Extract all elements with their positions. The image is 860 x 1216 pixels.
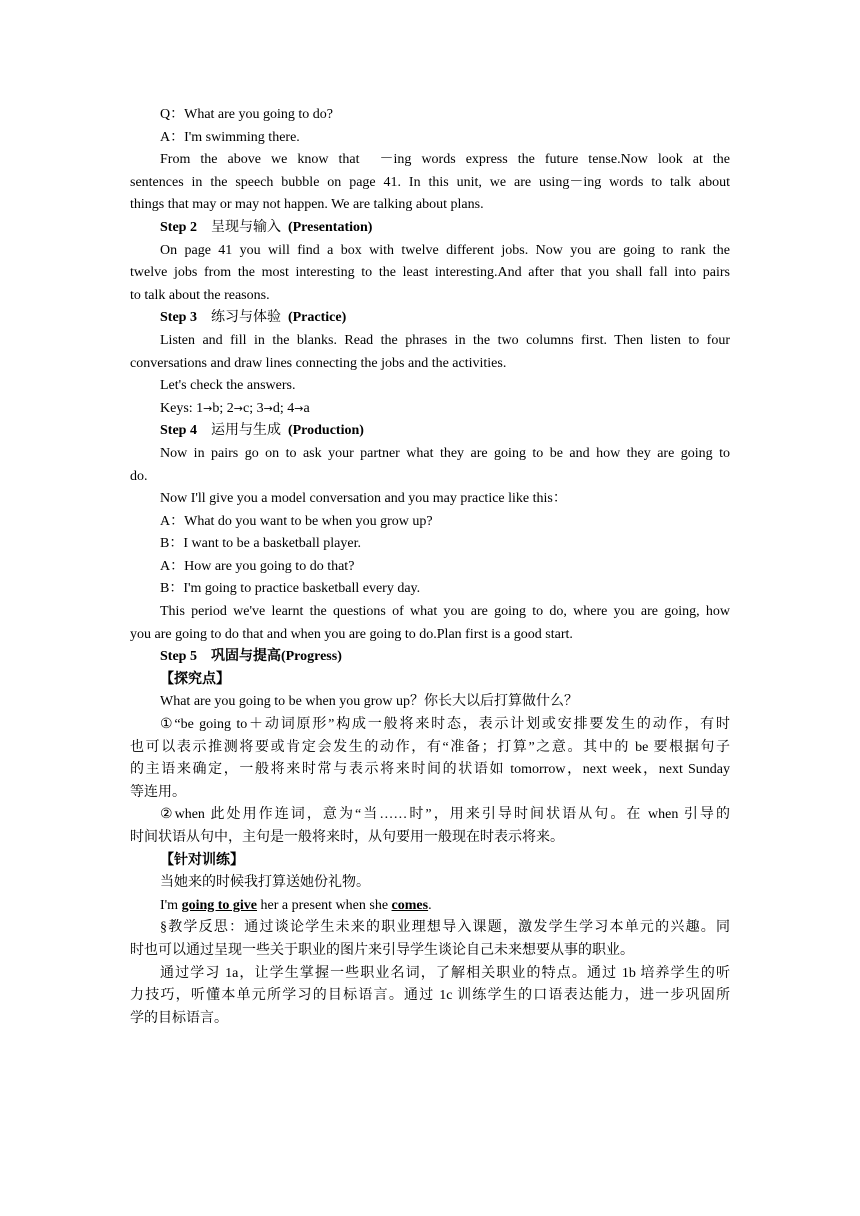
answer-middle: her a present when she	[257, 897, 392, 913]
key-part-1: 1	[196, 400, 204, 416]
step3-line-2: conversations and draw lines connecting the jobs and the activities.	[130, 355, 507, 371]
dialogue-line-4: B：I'm going to practice basketball every day.	[160, 581, 421, 597]
step4-line-3: Now I'll give you a model conversation and you may practice like this：	[160, 491, 567, 507]
step2-line-2: twelve jobs from the most interesting to the least interesting.And after that you shall fall into pairs	[130, 265, 730, 281]
answer-line: A：I'm swimming there.	[160, 129, 300, 145]
answer-blank-1: going to give	[181, 897, 258, 913]
note1-line-1: ①“be going to＋动词原形”构成一般将来时态，表示计划或安排要发生的动作，有时	[160, 717, 730, 733]
summary-line-1: This period we've learnt the questions of what you are going to do, where you are going, how	[160, 604, 730, 620]
dialogue-line-1: A：What do you want to be when you grow up?	[160, 513, 433, 529]
step4-line-1: Now in pairs go on to ask your partner what they are going to be and how they are going to	[160, 445, 730, 461]
key-part-3: c; 3	[243, 400, 264, 416]
arrow-icon: →	[233, 401, 243, 415]
intro-paragraph-line-3: things that may or may not happen. We are talking about plans.	[130, 197, 484, 213]
step4-heading	[130, 420, 730, 443]
explore-question: What are you going to be when you grow up？你长大以后打算做什么？	[160, 694, 578, 710]
question-line: Q：What are you going to do?	[160, 107, 334, 122]
step3-check-line: Let's check the answers.	[160, 378, 296, 394]
step2-heading	[130, 217, 730, 240]
arrow-icon: →	[203, 401, 213, 415]
step5-label: Step 5	[160, 649, 197, 665]
key-part-5: a	[303, 400, 310, 416]
intro-paragraph-line-2: sentences in the speech bubble on page 41. In this unit, we are using－ing words to talk about	[130, 174, 730, 190]
answer-prefix: I'm	[160, 897, 182, 913]
step3-line-1: Listen and fill in the blanks. Read the phrases in the two columns first. Then listen to four	[160, 332, 730, 348]
reflection-line-5: 学的目标语言。	[130, 1010, 228, 1026]
document-page	[130, 104, 730, 1030]
explore-heading: 【探究点】	[160, 671, 230, 687]
reflection-line-3: 通过学习 1a，让学生掌握一些职业名词，了解相关职业的特点。通过 1b 培养学生的听	[160, 965, 730, 981]
intro-paragraph-line-1: From the above we know that －ing words express the future tense.Now look at the	[160, 152, 730, 168]
step4-cn-title: 运用与生成	[210, 423, 281, 439]
step3-en-title: (Practice)	[287, 310, 347, 326]
note1-line-2: 也可以表示推测将要或肯定会发生的动作，有“准备；打算”之意。其中的 be 要根据句子	[130, 739, 730, 755]
reflection-line-4: 力技巧，听懂本单元所学习的目标语言。通过 1c 训练学生的口语表达能力，进一步巩固所	[130, 988, 730, 1004]
step3-heading	[130, 307, 730, 330]
note2-line-1: ②when 此处用作连词，意为“当……时”，用来引导时间状语从句。在 when 引导的	[160, 807, 730, 823]
note2-line-2: 时间状语从句中，主句是一般将来时，从句要用一般现在时表示将来。	[130, 830, 564, 845]
key-part-2: b; 2	[212, 400, 234, 416]
step2-cn-title: 呈现与输入	[210, 219, 281, 235]
summary-line-2: you are going to do that and when you are going to do.Plan first is a good start.	[130, 626, 573, 642]
step5-title: 巩固与提高(Progress)	[210, 649, 342, 665]
note1-line-4: 等连用。	[130, 784, 186, 800]
keys-label: Keys:	[160, 400, 197, 416]
arrow-icon: →	[294, 401, 304, 415]
step4-label: Step 4	[160, 423, 197, 439]
dialogue-line-3: A：How are you going to do that?	[160, 558, 355, 574]
step2-line-3: to talk about the reasons.	[130, 287, 270, 303]
practice-heading: 【针对训练】	[160, 852, 244, 868]
practice-answer	[130, 895, 730, 918]
step3-cn-title: 练习与体验	[210, 310, 281, 326]
step3-keys-line	[130, 398, 730, 421]
step5-heading	[130, 646, 730, 669]
reflection-line-1: §教学反思：通过谈论学生未来的职业理想导入课题，激发学生学习本单元的兴趣。同	[160, 920, 730, 936]
step4-en-title: (Production)	[287, 423, 364, 439]
reflection-line-2: 时也可以通过呈现一些关于职业的图片来引导学生谈论自己未来想要从事的职业。	[130, 942, 634, 958]
dialogue-line-2: B：I want to be a basketball player.	[160, 536, 361, 552]
key-part-4: d; 4	[272, 400, 295, 416]
answer-end: .	[428, 897, 432, 913]
arrow-icon: →	[263, 401, 273, 415]
step3-label: Step 3	[160, 310, 197, 326]
step2-label: Step 2	[160, 219, 197, 235]
step4-line-2: do.	[130, 468, 148, 484]
answer-blank-2: comes	[391, 897, 429, 913]
step2-line-1: On page 41 you will find a box with twelve different jobs. Now you are going to rank the	[160, 242, 730, 258]
practice-cn-sentence: 当她来的时候我打算送她份礼物。	[160, 875, 370, 891]
note1-line-3: 的主语来确定，一般将来时常与表示将来时间的状语如 tomorrow，next week，next Sunday	[130, 762, 730, 778]
step2-en-title: (Presentation)	[287, 219, 373, 235]
